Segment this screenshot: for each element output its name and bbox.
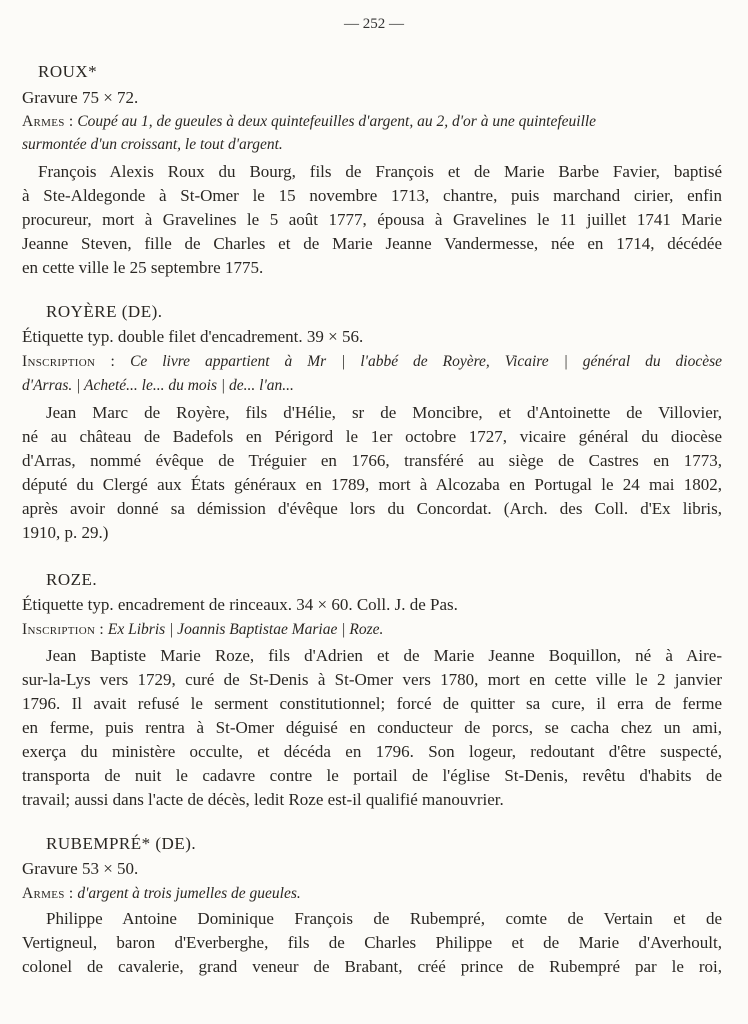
entry-arms-rubempre bbox=[22, 882, 301, 906]
entry-spec-royere: Étiquette typ. double filet d'encadrement. 39 × 56. bbox=[22, 327, 364, 346]
bio-line: à Ste-Aldegonde à St-Omer le 15 novembre 1713, chantre, puis marchand cirier, enfin bbox=[22, 186, 722, 205]
bio-line: 1910, p. 29.) bbox=[22, 523, 109, 542]
bio-line: colonel de cavalerie, grand veneur de Brabant, créé prince de Rubempré par le roi, bbox=[22, 957, 722, 976]
bio-line: d'Arras, nommé évêque de Tréguier en 1766, transféré au siège de Castres en 1773, bbox=[22, 451, 722, 470]
bio-line: député du Clergé aux États généraux en 1789, mort à Alcozaba en Portugal le 24 mai 1802, bbox=[22, 475, 722, 494]
bio-line: Jean Marc de Royère, fils d'Hélie, sr de Moncibre, et d'Antoinette de Villovier, bbox=[46, 403, 722, 422]
bio-line: Jean Baptiste Marie Roze, fils d'Adrien et de Marie Jeanne Boquillon, né à Aire- bbox=[46, 646, 722, 665]
inscription-text-cont: d'Arras. | Acheté... le... du mois | de... l'an... bbox=[22, 377, 294, 394]
inscription-label: Inscription : bbox=[22, 353, 116, 370]
bio-line: exerça du ministère occulte, et décéda en 1796. Son logeur, redoutant d'être suspecté, bbox=[22, 742, 722, 761]
page-number: — 252 — bbox=[344, 16, 404, 32]
bio-line: François Alexis Roux du Bourg, fils de François et de Marie Barbe Favier, baptisé bbox=[38, 162, 722, 181]
bio-line: procureur, mort à Gravelines le 5 août 1777, épousa à Gravelines le 11 juillet 1741 Marie bbox=[22, 210, 722, 229]
entry-arms-roux bbox=[22, 110, 722, 134]
bio-line: Vertigneul, baron d'Everberghe, fils de Charles Philippe et de Marie d'Averhoult, bbox=[22, 933, 722, 952]
arms-text-cont: surmontée d'un croissant, le tout d'argent. bbox=[22, 136, 283, 153]
inscription-text: Ex Libris | Joannis Baptistae Mariae | Roze. bbox=[107, 621, 384, 638]
entry-title-roux: ROUX* bbox=[38, 62, 98, 81]
entry-title-roze: ROZE. bbox=[46, 570, 98, 589]
bio-line: après avoir donné sa démission d'évêque lors du Concordat. (Arch. des Coll. d'Ex libris, bbox=[22, 499, 722, 518]
entry-title-rubempre: RUBEMPRÉ* (DE). bbox=[46, 834, 197, 853]
bio-line: Philippe Antoine Dominique François de Rubempré, comte de Vertain et de bbox=[46, 909, 722, 928]
bio-line: travail; aussi dans l'acte de décès, ledit Roze est-il qualifié manouvrier. bbox=[22, 790, 504, 809]
arms-text: d'argent à trois jumelles de gueules. bbox=[77, 885, 301, 902]
inscription-label: Inscription : bbox=[22, 621, 105, 638]
arms-text: Coupé au 1, de gueules à deux quintefeuilles d'argent, au 2, d'or à une quintefeuille bbox=[77, 113, 597, 130]
bio-line: 1796. Il avait refusé le serment constitutionnel; forcé de quitter sa cure, il erra de ferme bbox=[22, 694, 722, 713]
entry-spec-rubempre: Gravure 53 × 50. bbox=[22, 859, 139, 878]
entry-inscription-roze bbox=[22, 618, 383, 642]
entry-title-royere: ROYÈRE (DE). bbox=[46, 302, 163, 321]
entry-spec-roze: Étiquette typ. encadrement de rinceaux. 34 × 60. Coll. J. de Pas. bbox=[22, 595, 458, 614]
arms-label: Armes : bbox=[22, 885, 74, 902]
inscription-text: Ce livre appartient à Mr | l'abbé de Royère, Vicaire | général du diocèse bbox=[130, 353, 722, 370]
bio-line: en cette ville le 25 septembre 1775. bbox=[22, 258, 264, 277]
bio-line: sur-la-Lys vers 1729, curé de St-Denis à St-Omer vers 1780, mort en cette ville le 2 janvier bbox=[22, 670, 722, 689]
bio-line: en ferme, puis rentra à St-Omer déguisé en conducteur de porcs, se cacha chez un ami, bbox=[22, 718, 722, 737]
arms-label: Armes : bbox=[22, 113, 74, 130]
bio-line: transporta de nuit le cadavre contre le portail de l'église St-Denis, revêtu d'habits de bbox=[22, 766, 722, 785]
bio-line: Jeanne Steven, fille de Charles et de Marie Jeanne Vandermesse, née en 1714, décédée bbox=[22, 234, 722, 253]
bio-line: né au château de Badefols en Périgord le 1er octobre 1727, vicaire général du diocèse bbox=[22, 427, 722, 446]
entry-spec-roux: Gravure 75 × 72. bbox=[22, 88, 139, 107]
entry-inscription-royere bbox=[22, 350, 722, 374]
